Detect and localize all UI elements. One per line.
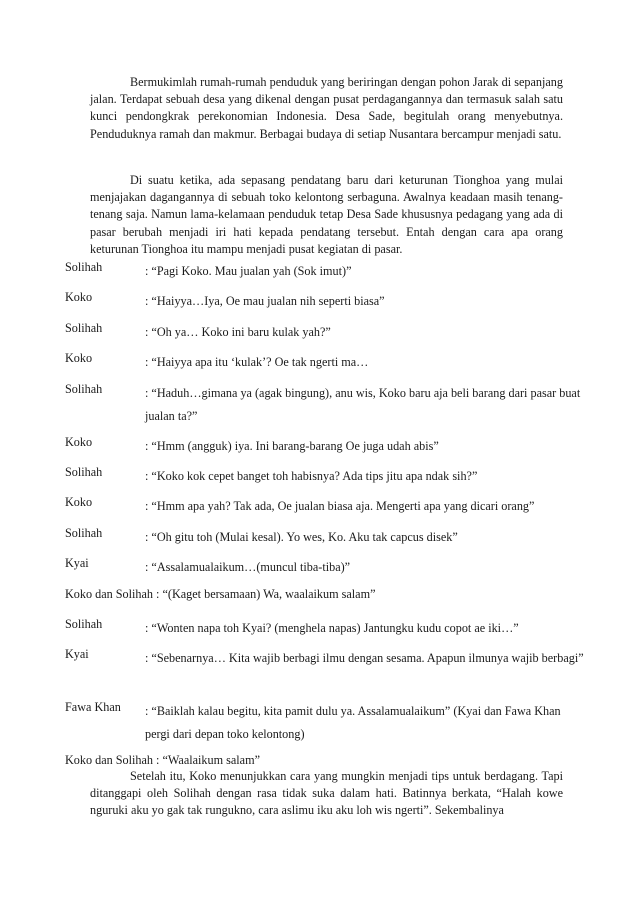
dialogue-line: : “Baiklah kalau begitu, kita pamit dulu ya. Assalamualaikum” (Kyai dan Fawa Khan pergi dari depan toko kelontong) [145, 704, 561, 742]
dialogue-line: : “Sebenarnya… Kita wajib berbagi ilmu dengan sesama. Apapun ilmunya wajib berbagi” [145, 651, 584, 666]
dialogue-row [65, 556, 585, 586]
speaker-name: Solihah [65, 381, 103, 396]
speaker-name: Solihah [65, 525, 103, 540]
dialogue-line: Koko dan Solihah : “Waalaikum salam” [65, 753, 260, 768]
speaker-name: Fawa Khan [65, 700, 121, 715]
dialogue-row [65, 465, 585, 495]
speaker-name: Kyai [65, 556, 89, 571]
dialogue-row [65, 260, 585, 290]
dialogue-line: : “Koko kok cepet banget toh habisnya? Ada tips jitu apa ndak sih?” [145, 468, 478, 483]
dialogue-line: : “Pagi Koko. Mau jualan yah (Sok imut)” [145, 264, 352, 278]
dialogue-row [65, 526, 585, 556]
paragraph-intro: Bermukimlah rumah-rumah penduduk yang beriringan dengan pohon Jarak di sepanjang jalan. Terdapat sebuah desa yang dikenal dengan pusat perdagangannya dan termasuk salah satu kunci pendongkrak perekonomian Indonesia. Desa Sade, begitulah orang menyebutnya. Penduduknya ramah dan makmur. Berbagai budaya di setiap Nusantara bercampur menjadi satu. [90, 75, 563, 141]
speaker-name: Koko [65, 495, 93, 510]
dialogue-row [65, 382, 585, 435]
dialogue-line: : “Hmm apa yah? Tak ada, Oe jualan biasa aja. Mengerti apa yang dicari orang” [145, 499, 535, 514]
dialogue-row [65, 321, 585, 351]
dialogue-row [65, 290, 585, 320]
paragraph-closing: Setelah itu, Koko menunjukkan cara yang mungkin menjadi tips untuk berdagang. Tapi ditanggapi oleh Solihah dengan rasa tidak suka dalam hati. Batinnya berkata, “Halah kowe nguruki aku yo gak tak rungukno, cara aslimu iku aku loh wis ngerti”. Sekembalinya [90, 769, 563, 818]
dialogue-line: : “Oh ya… Koko ini baru kulak yah?” [145, 324, 331, 339]
speaker-name: Koko [65, 351, 93, 366]
paragraph-second: Di suatu ketika, ada sepasang pendatang baru dari keturunan Tionghoa yang mulai menjajakan dagangannya di sebuah toko kelontong serbaguna. Awalnya keadaan masih tenang-tenang saja. Namun lama-kelamaan penduduk tetap Desa Sade khususnya pedagang yang ada di pasar berubah menjadi iri hati kepada pendatang tersebut. Entah dengan cara apa orang keturunan Tionghoa itu mampu menjadi pusat kegiatan di pasar. [90, 173, 563, 256]
dialogue-row [65, 435, 585, 465]
dialogue-line: : “Assalamualaikum…(muncul tiba-tiba)” [145, 560, 351, 575]
dialogue-row [65, 351, 585, 381]
speaker-name: Solihah [65, 260, 103, 274]
dialogue-row [65, 647, 585, 700]
dialogue-line: : “Oh gitu toh (Mulai kesal). Yo wes, Ko. Aku tak capcus disek” [145, 529, 458, 544]
speaker-name: Koko [65, 290, 93, 305]
speaker-name: Solihah [65, 320, 103, 335]
dialogue-line: : “Haduh…gimana ya (agak bingung), anu wis, Koko baru aja beli barang dari pasar buat jualan ta?” [145, 385, 581, 423]
dialogue-row [65, 587, 585, 617]
dialogue-list [65, 260, 585, 784]
speaker-name: Solihah [65, 616, 103, 631]
dialogue-line: : “Haiyya…Iya, Oe mau jualan nih seperti biasa” [145, 294, 385, 309]
speaker-name: Kyai [65, 647, 89, 662]
dialogue-row [65, 617, 585, 647]
dialogue-line: : “Hmm (angguk) iya. Ini barang-barang Oe juga udah abis” [145, 438, 439, 453]
dialogue-line: : “Haiyya apa itu ‘kulak’? Oe tak ngerti ma… [145, 355, 369, 370]
dialogue-line: Koko dan Solihah : “(Kaget bersamaan) Wa, waalaikum salam” [65, 586, 376, 601]
dialogue-row [65, 495, 585, 525]
speaker-name: Solihah [65, 464, 103, 479]
speaker-name: Koko [65, 434, 93, 449]
dialogue-line: : “Wonten napa toh Kyai? (menghela napas) Jantungku kudu copot ae iki…” [145, 620, 519, 635]
dialogue-row [65, 700, 585, 753]
